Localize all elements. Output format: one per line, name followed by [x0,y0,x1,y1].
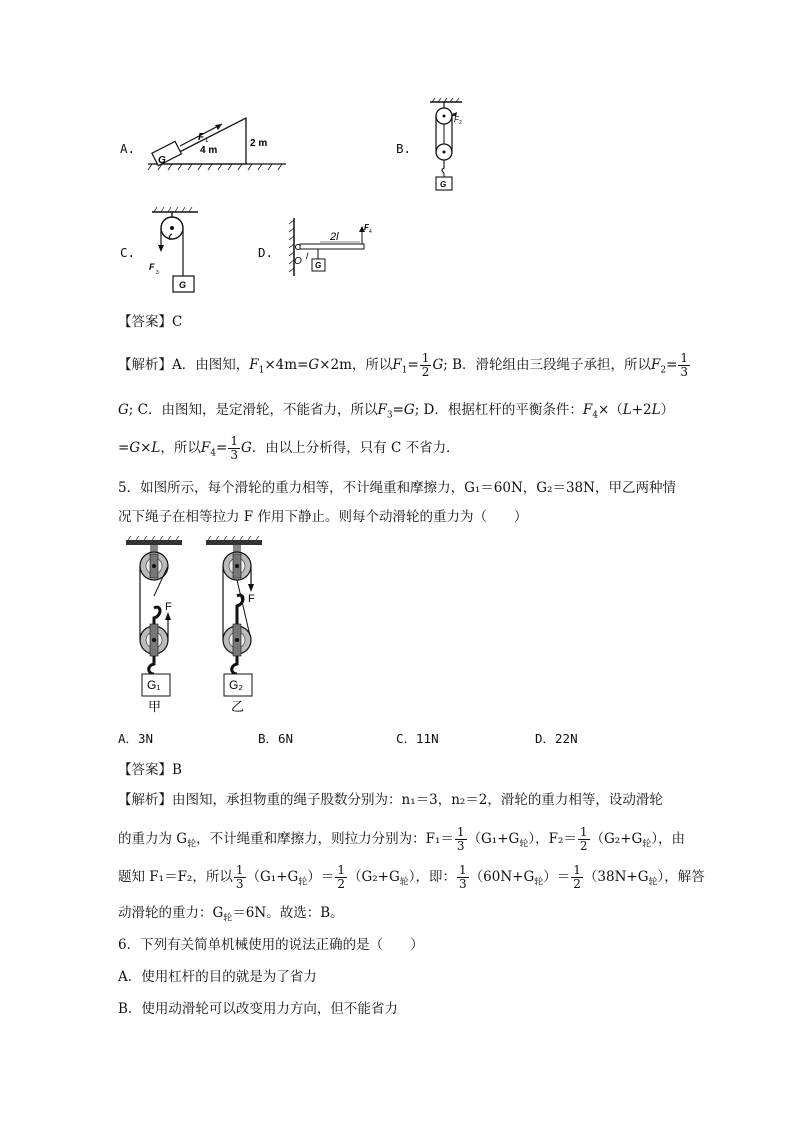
figure-d-force-sub: 4 [369,229,372,235]
figure-c-force: F [149,262,155,272]
figure-d-long-arm: 2l [330,231,339,243]
figure-jia [126,536,182,714]
figure-a-height: 2 m [250,138,268,149]
q5-option-a: A．3N [118,731,154,746]
figure-q5-pulleys [118,536,278,716]
figure-b-force: F [454,115,459,124]
figure-b-pulley-block [424,98,472,194]
q6-option-a: A．使用杠杆的目的就是为了省力 [118,969,317,985]
figure-a-weight: G [158,155,166,166]
q5-analysis-line-4: 动滑轮的重力：$G_轮=6N$。故选：B。 [118,905,344,924]
q5-analysis-line-3: 题知 F₁＝F₂，所以 $\frac{1}{3}$ $(G_1+G_轮)=$ $\frac{1}{2}$ $(G_2+G_轮)$，即： $\frac{1}{3}$ $(60N+G_轮)=$ $\frac{1}{2}$ $(38N+G_轮)$，解答 [118,863,705,891]
figure-a-length: 4 m [200,145,218,156]
figure-d-pivot: O [294,256,302,267]
q4-analysis-line-1: 【解析】A．由图知，$F_1\times 4m=G\times 2m$，所以$F_1=$ $\frac{1}{2}$ G; B．滑轮组由三段绳子承担，所以$F_2=$ $\frac{1}{3}$ [118,351,689,379]
figure-a-incline [146,108,296,174]
q5-answer: 【答案】B [118,762,182,778]
option-b-label: B. [396,141,412,156]
figure-c-force-sub: 3 [156,270,159,276]
q5-stem-line-2: 况下绳子在相等拉力 F 作用下静止。则每个动滑轮的重力为（ ） [118,509,528,525]
figure-jia-caption: 甲 [148,699,162,714]
figure-d-lever [284,212,374,282]
q5-analysis-line-2: 的重力为 $G_轮$，不计绳重和摩擦力，则拉力分别为：F₁＝ $\frac{1}{3}$ $(G_1+G_轮)$，F₂＝ $\frac{1}{2}$ $(G_2+G_轮)$，由 [118,825,686,853]
figure-d-force: F [364,223,369,232]
q5-analysis-line-1: 【解析】由图知，承担物重的绳子股数分别为：n₁＝3，n₂＝2，滑轮的重力相等，设动滑轮 [118,792,663,808]
q6-stem: 6．下列有关简单机械使用的说法正确的是（ ） [118,937,424,953]
figure-d-weight: G [315,261,322,270]
figure-yi-force: F [248,593,255,605]
figure-yi-caption: 乙 [231,699,245,714]
figure-a-force-sub: 1 [205,138,209,144]
q4-answer: 【答案】C [118,314,183,330]
figure-yi [206,536,262,714]
figure-d-short-arm: l [306,251,308,261]
figure-b-weight: G [440,180,447,189]
figure-jia-force: F [165,601,172,613]
option-d-label: D. [258,245,274,260]
q6-option-b: B．使用动滑轮可以改变用力方向，但不能省力 [118,1001,398,1017]
figure-c-weight: G [179,280,187,290]
q4-analysis-line-3: =G×L，所以$F_4=$ $\frac{1}{3}$ G．由以上分析得，只有 C 不省力． [118,434,460,462]
q4-analysis-line-2: G; C．由图知，是定滑轮，不能省力，所以$F_3=G$; D．根据杠杆的平衡条件：$F_4\times(L+2L)$ [118,402,675,421]
option-c-label: C. [120,245,136,260]
figure-a-force: F [198,132,205,143]
figure-c-fixed-pulley [144,206,214,296]
figure-jia-weight: G₁ [147,678,161,692]
q5-option-c: C．11N [396,731,439,746]
q5-option-b: B．6N [258,731,294,746]
figure-b-force-sub: 2 [459,120,462,126]
option-a-label: A. [120,141,136,156]
q5-stem-line-1: 5．如图所示，每个滑轮的重力相等，不计绳重和摩擦力，G₁＝60N，G₂＝38N，甲乙两种情 [118,480,676,496]
figure-yi-weight: G₂ [229,678,243,692]
q5-option-d: D．22N [535,731,578,746]
